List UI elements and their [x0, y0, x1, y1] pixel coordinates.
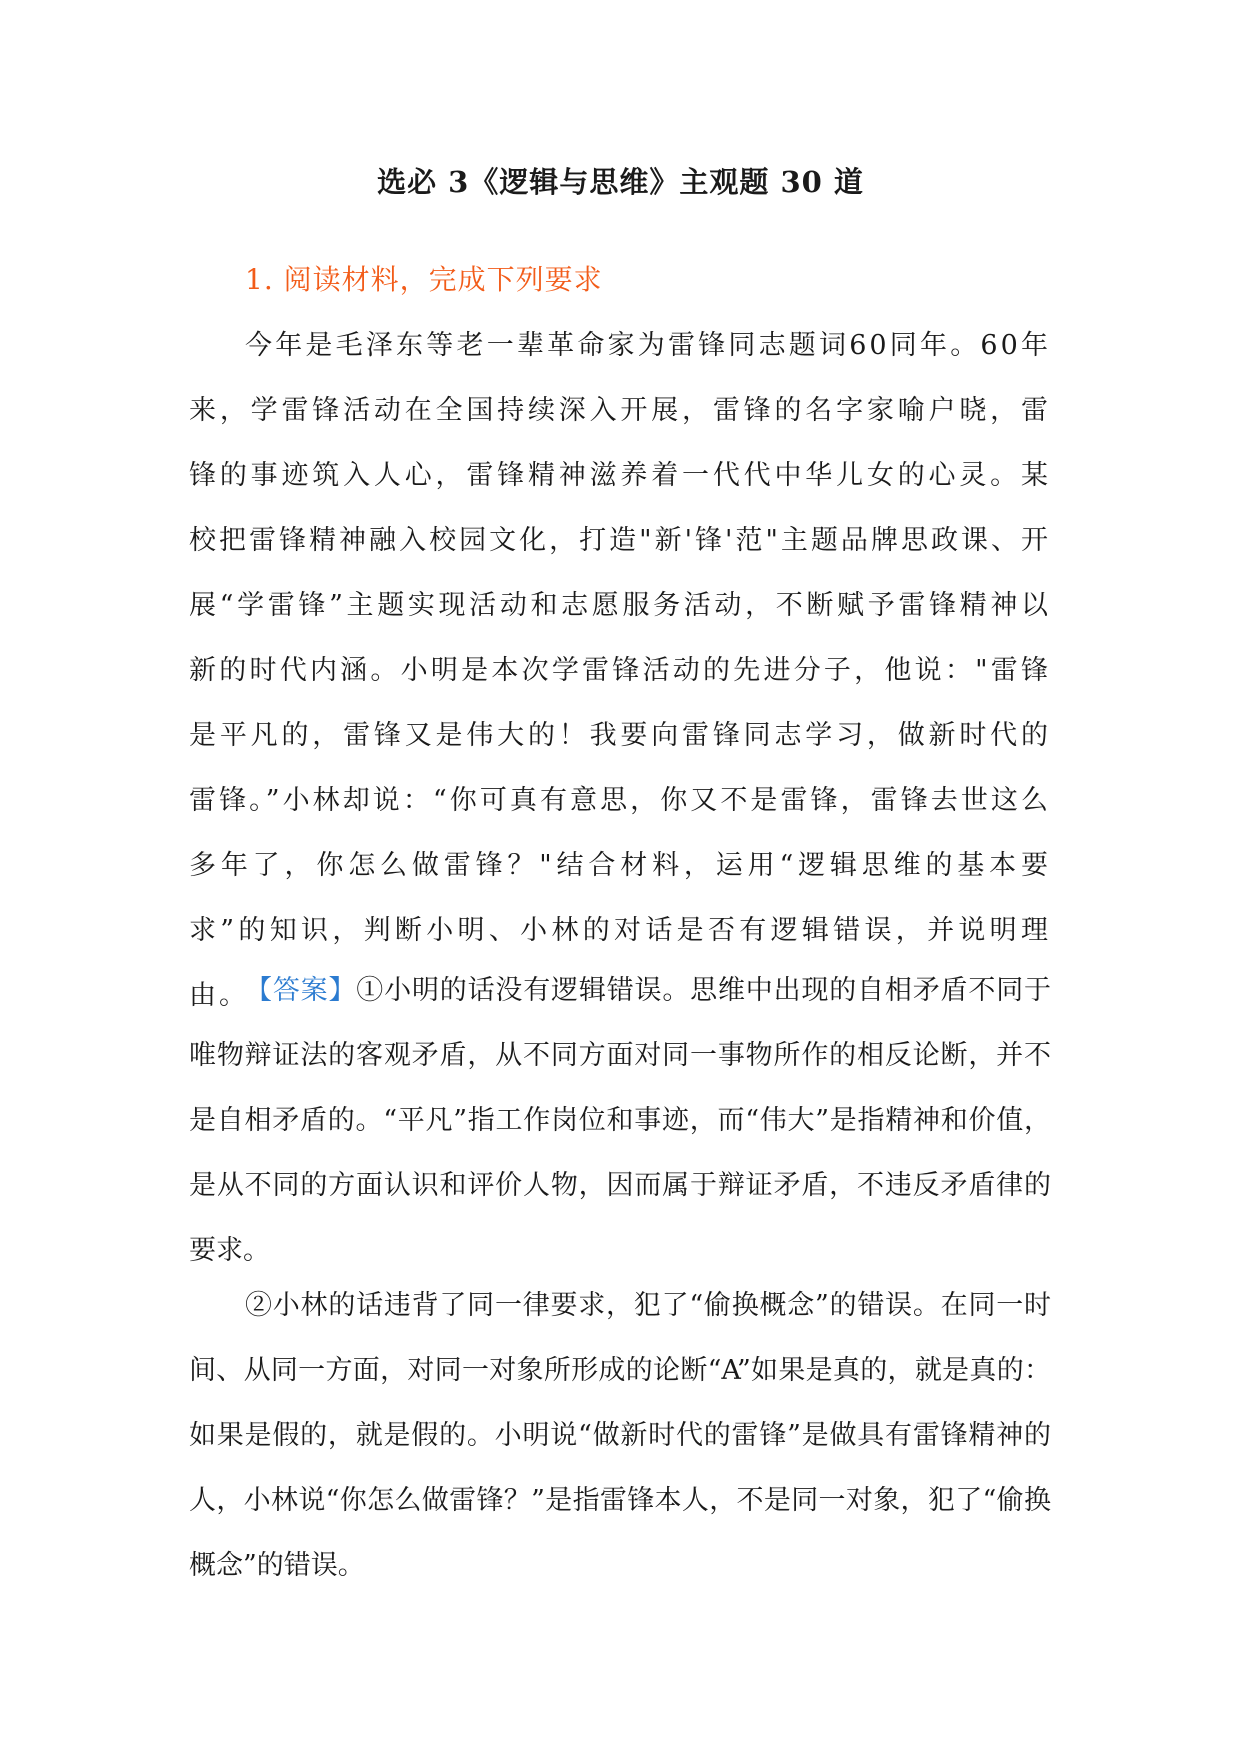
answer-paragraph-2: ②小林的话违背了同一律要求，犯了“偷换概念”的错误。在同一时间、从同一方面，对同一对象所形成的论断“A”如果是真的，就是真的：如果是假的，就是假的。小明说“做新时代的雷锋”是做具有雷锋精神的人，小林说“你怎么做雷锋？”是指雷锋本人，不是同一对象，犯了“偷换概念”的错误。 [189, 1290, 1051, 1581]
question-material: 今年是毛泽东等老一辈革命家为雷锋同志题词60同年。60年来，学雷锋活动在全国持续深入开展，雷锋的名字家喻户晓，雷锋的事迹筑入人心，雷锋精神滋养着一代代中华儿女的心灵。某校把雷锋精神融入校园文化，打造"新'锋'范"主题品牌思政课、开展“学雷锋”主题实现活动和志愿服务活动，不断赋予雷锋精神以新的时代内涵。小明是本次学雷锋活动的先进分子，他说："雷锋是平凡的，雷锋又是伟大的！我要向雷锋同志学习，做新时代的雷锋。”小林却说：“你可真有意思，你又不是雷锋，雷锋去世这么多年了，你怎么做雷锋？"结合材料，运用“逻辑思维的基本要求”的知识，判断小明、小林的对话是否有逻辑错误，并说明理由。 [189, 330, 1051, 1011]
answer-paragraph-1 [189, 958, 1051, 1283]
question-heading: 1. 阅读材料，完成下列要求 [245, 263, 603, 296]
answer-part-1-text: ①小明的话没有逻辑错误。思维中出现的自相矛盾不同于唯物辩证法的客观矛盾，从不同方面对同一事物所作的相反论断，并不是自相矛盾的。“平凡”指工作岗位和事迹，而“伟大”是指精神和价值，是从不同的方面认识和评价人物，因而属于辩证矛盾，不违反矛盾律的要求。 [189, 975, 1052, 1266]
answer-tag: 【答案】 [245, 975, 357, 1006]
document-title: 选必 3《逻辑与思维》主观题 30 道 [377, 165, 864, 199]
